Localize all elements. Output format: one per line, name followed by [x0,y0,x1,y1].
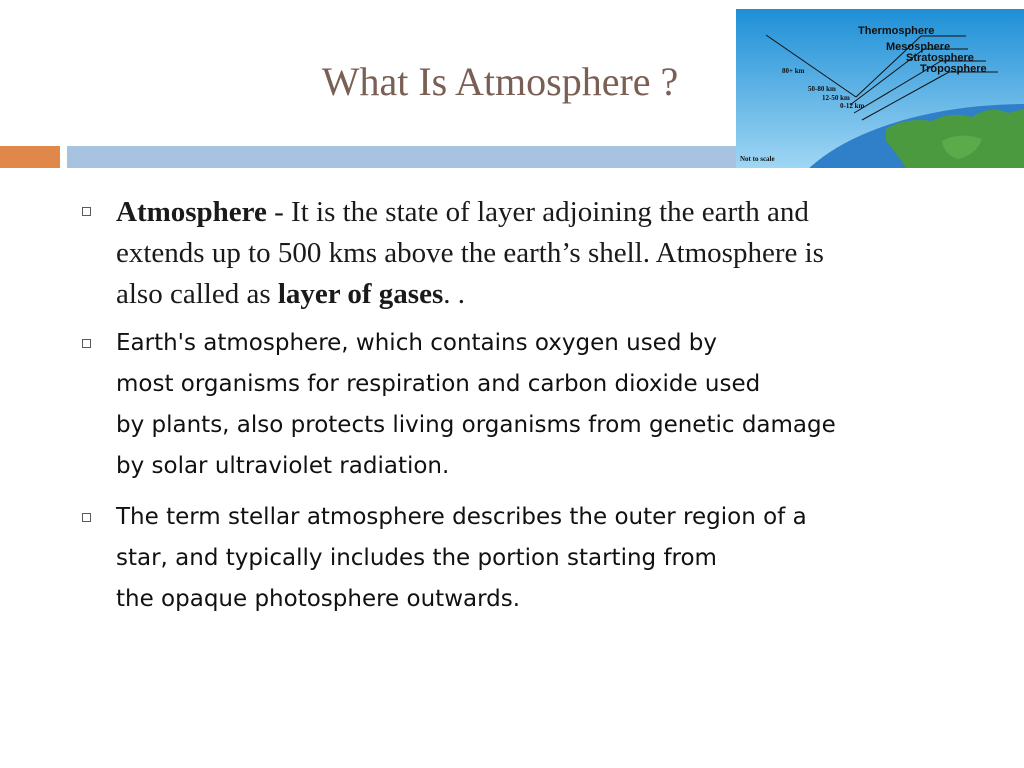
bullet-1-line-1: Atmosphere - It is the state of layer adjoining the earth and [116,196,809,228]
label-mesosphere: Mesosphere [886,41,951,53]
bullet-2-line-1: Earth's atmosphere, which contains oxygen used by [116,330,717,356]
bullet-2-line-3: by plants, also protects living organisms from genetic damage [116,412,836,438]
label-thermosphere: Thermosphere [858,25,935,37]
bullet-1-line-3: also called as layer of gases. . [116,278,465,310]
square-bullet-icon [82,207,91,216]
not-to-scale-note: Not to scale [740,155,775,163]
bullet-3-line-3: the opaque photosphere outwards. [116,586,521,612]
bullet-1-line-2: extends up to 500 kms above the earth’s shell. Atmosphere is [116,237,824,269]
height-label-thermosphere: 80+ km [782,67,805,75]
bullet-3-line-2: star, and typically includes the portion starting from [116,545,717,571]
title-divider-accent [0,146,60,168]
height-label-troposphere: 0-12 km [840,102,865,110]
bullet-3-line-1: The term stellar atmosphere describes the outer region of a [116,504,807,530]
height-label-mesosphere: 50-80 km [808,85,836,93]
bullet-1-emphasis: layer of gases [277,278,444,310]
slide-title: What Is Atmosphere ? [321,59,679,104]
atmosphere-diagram-svg [736,9,1024,168]
label-stratosphere: Stratosphere [906,52,974,64]
atmosphere-layers-diagram [736,9,1024,168]
bullet-1-term: Atmosphere [116,196,267,228]
label-troposphere: Troposphere [920,63,987,75]
square-bullet-icon [82,339,91,348]
bullet-stellar-atmosphere [80,497,980,620]
square-bullet-icon [82,513,91,522]
slide-body [80,192,980,620]
bullet-2-line-4: by solar ultraviolet radiation. [116,453,450,479]
bullet-atmosphere-definition [80,192,980,315]
height-label-stratosphere: 12-50 km [822,94,850,102]
bullet-2-line-2: most organisms for respiration and carbon dioxide used [116,371,761,397]
bullet-earth-atmosphere [80,323,980,487]
